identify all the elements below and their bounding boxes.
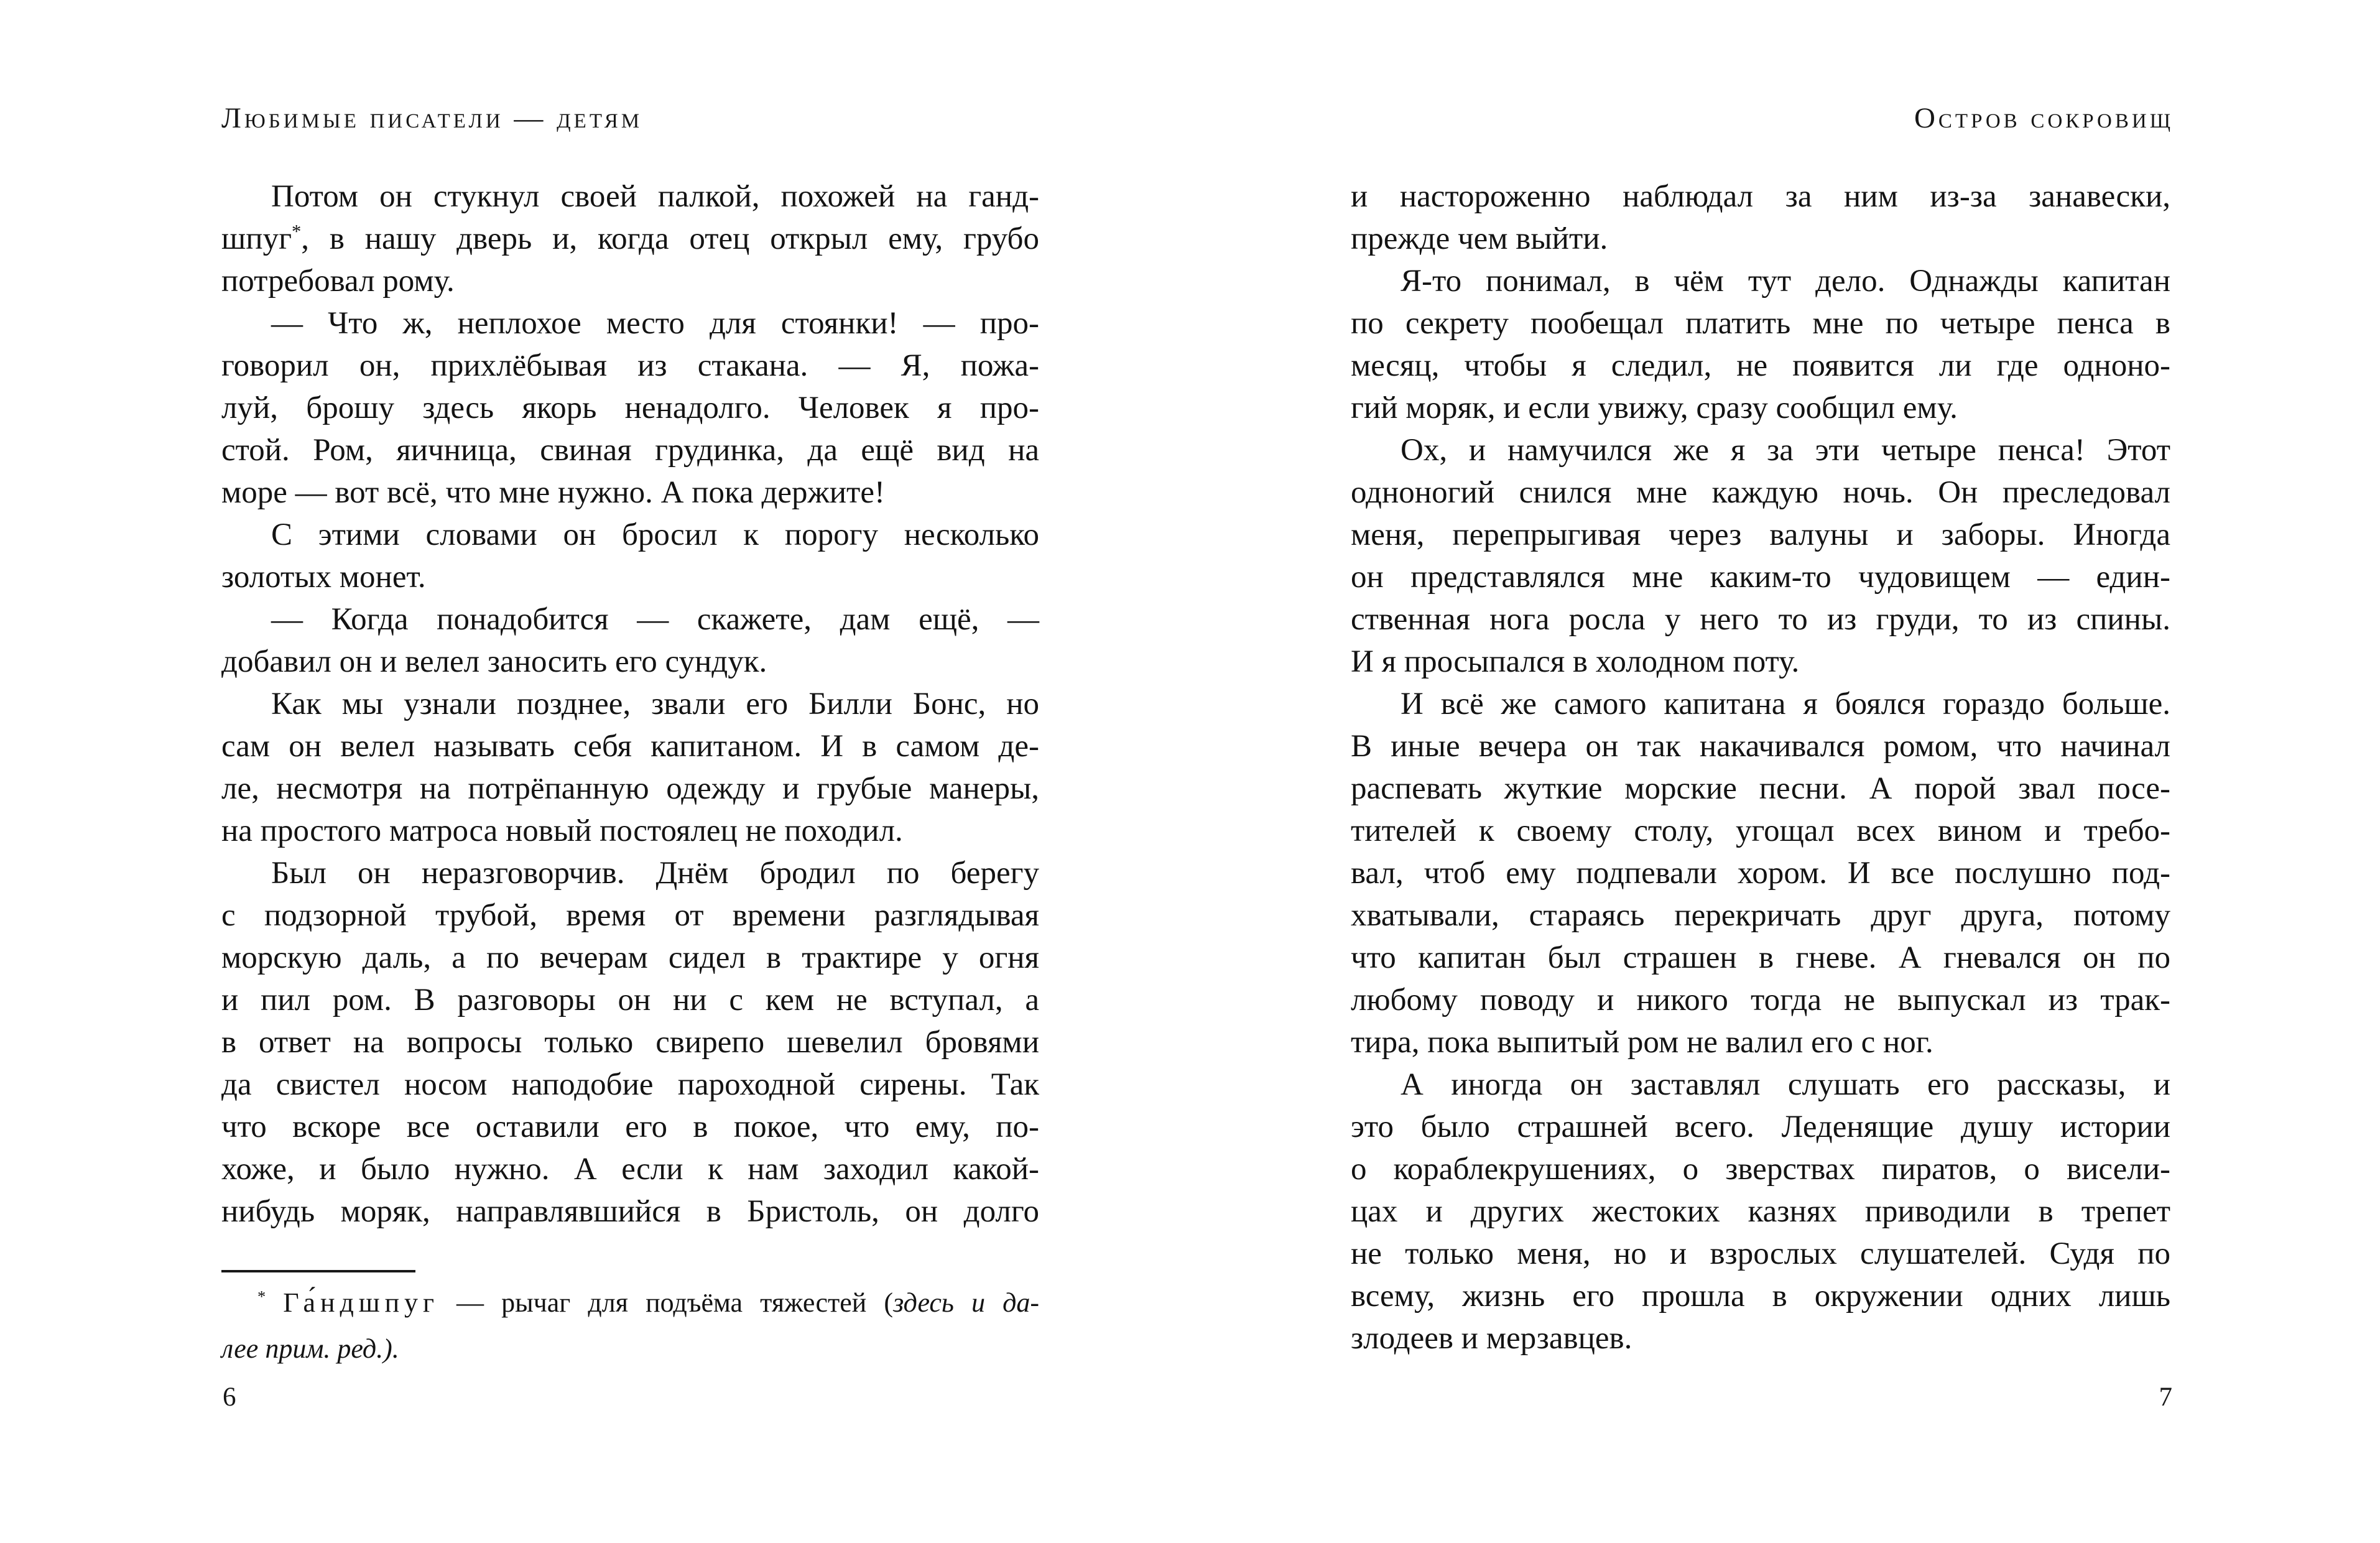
text-line: злодеев и мерзавцев. xyxy=(1351,1321,1632,1356)
text-line: одноногий снился мне каждую ночь. Он преследовал xyxy=(1351,475,2170,510)
text-line: тителей к своему столу, угощал всех вином и требо- xyxy=(1351,813,2170,848)
text-line: А иногда он заставлял слушать его рассказы, и xyxy=(1401,1067,2170,1102)
text-line: и пил ром. В разговоры он ни с кем не вступал, а xyxy=(221,983,1039,1017)
footnote-marker: * xyxy=(291,221,302,242)
left-text-column xyxy=(221,175,1039,1233)
text-line: по секрету пообещал платить мне по четыре пенса в xyxy=(1351,306,2170,341)
text-line: что вскоре все оставили его в покое, что ему, по- xyxy=(221,1110,1039,1144)
text-line: И всё же самого капитана я боялся гораздо больше. xyxy=(1401,687,2170,721)
text-line: на простого матроса новый постоялец не походил. xyxy=(221,813,903,848)
text-line: меня, перепрыгивая через валуны и заборы. Иногда xyxy=(1351,517,2170,552)
text-segment xyxy=(266,1287,283,1318)
text-line: говорил он, прихлёбывая из стакана. — Я, пожа- xyxy=(221,348,1039,383)
text-line: стой. Ром, яичница, свиная грудинка, да ещё вид на xyxy=(221,433,1039,468)
text-line: луй, брошу здесь якорь ненадолго. Человек я про- xyxy=(221,391,1039,425)
text-line: что капитан был страшен в гневе. А гневался он по xyxy=(1351,940,2170,975)
text-line: в ответ на вопросы только свирепо шевелил бровями xyxy=(221,1025,1039,1060)
text-line: Потом он стукнул своей палкой, похожей на ганд- xyxy=(271,179,1039,214)
text-line: шпуг*, в нашу дверь и, когда отец открыл ему, грубо xyxy=(221,221,1039,256)
text-line: хоже, и было нужно. А если к нам заходил какой- xyxy=(221,1152,1039,1187)
text-line: с подзорной трубой, время от времени разглядывая xyxy=(221,898,1039,933)
page-number-right: 7 xyxy=(2159,1383,2172,1412)
text-line: В иные вечера он так накачивался ромом, что начинал xyxy=(1351,729,2170,764)
text-line: ственная нога росла у него то из груди, то из спины. xyxy=(1351,602,2170,637)
text-line: и настороженно наблюдал за ним из-за занавески, xyxy=(1351,179,2170,214)
text-line: это было страшней всего. Леденящие душу истории xyxy=(1351,1110,2170,1144)
text-line: вал, чтоб ему подпевали хором. И все послушно под- xyxy=(1351,856,2170,891)
text-line: о кораблекрушениях, о зверствах пиратов, о висели- xyxy=(1351,1152,2170,1187)
text-line xyxy=(221,1280,1039,1326)
text-line: Я-то понимал, в чём тут дело. Однажды капитан xyxy=(1401,264,2170,299)
text-line: добавил он и велел заносить его сундук. xyxy=(221,644,767,679)
footnote-rule xyxy=(221,1270,415,1272)
text-line: — Когда понадобится — скажете, дам ещё, — xyxy=(271,602,1039,637)
text-line: любому поводу и никого тогда не выпускал из трак- xyxy=(1351,983,2170,1017)
text-line: море — вот всё, что мне нужно. А пока держите! xyxy=(221,475,885,510)
text-line: цах и других жестоких казнях приводили в трепет xyxy=(1351,1194,2170,1229)
text-line: Ох, и намучился же я за эти четыре пенса! Этот xyxy=(1401,433,2170,468)
running-head-left: Любимые писатели — детям xyxy=(221,102,643,134)
text-line: всему, жизнь его прошла в окружении одних лишь xyxy=(1351,1279,2170,1314)
text-line: Был он неразговорчив. Днём бродил по берегу xyxy=(271,856,1039,891)
text-line: да свистел носом наподобие пароходной сирены. Так xyxy=(221,1067,1039,1102)
text-line: он представлялся мне каким-то чудовищем — един- xyxy=(1351,560,2170,595)
text-line: — Что ж, неплохое место для стоянки! — про- xyxy=(271,306,1039,341)
text-line: прежде чем выйти. xyxy=(1351,221,1608,256)
right-text-column xyxy=(1351,175,2170,1360)
text-line: не только меня, но и взрослых слушателей. Судя по xyxy=(1351,1236,2170,1271)
text-line: распевать жуткие морские песни. А порой звал посе- xyxy=(1351,771,2170,806)
text-segment: — рычаг для подъёма тяжестей ( xyxy=(438,1287,894,1318)
text-segment: лее прим. ред.). xyxy=(221,1333,399,1364)
footnote-marker: * xyxy=(257,1287,266,1306)
text-line: Как мы узнали позднее, звали его Билли Бонс, но xyxy=(271,687,1039,721)
text-segment: Га́ндшпуг xyxy=(283,1287,439,1318)
text-line: хватывали, стараясь перекричать друг друга, потому xyxy=(1351,898,2170,933)
page-number-left: 6 xyxy=(223,1383,236,1412)
text-line: месяц, чтобы я следил, не появится ли где одноно- xyxy=(1351,348,2170,383)
footnote xyxy=(221,1280,1039,1372)
text-line xyxy=(221,1326,1039,1372)
text-line: ле, несмотря на потрёпанную одежду и грубые манеры, xyxy=(221,771,1039,806)
text-line: золотых монет. xyxy=(221,560,426,595)
text-line: гий моряк, и если увижу, сразу сообщил ему. xyxy=(1351,391,1958,425)
text-line: С этими словами он бросил к порогу несколько xyxy=(271,517,1039,552)
text-segment: здесь и да- xyxy=(893,1287,1040,1318)
text-line: потребовал рому. xyxy=(221,264,455,299)
text-line: сам он велел называть себя капитаном. И в самом де- xyxy=(221,729,1039,764)
text-line: морскую даль, а по вечерам сидел в трактире у огня xyxy=(221,940,1039,975)
running-head-right: Остров сокровищ xyxy=(1914,102,2174,134)
text-line: нибудь моряк, направлявшийся в Бристоль, он долго xyxy=(221,1194,1039,1229)
text-line: тира, пока выпитый ром не валил его с ног. xyxy=(1351,1025,1933,1060)
text-line: И я просыпался в холодном поту. xyxy=(1351,644,1800,679)
